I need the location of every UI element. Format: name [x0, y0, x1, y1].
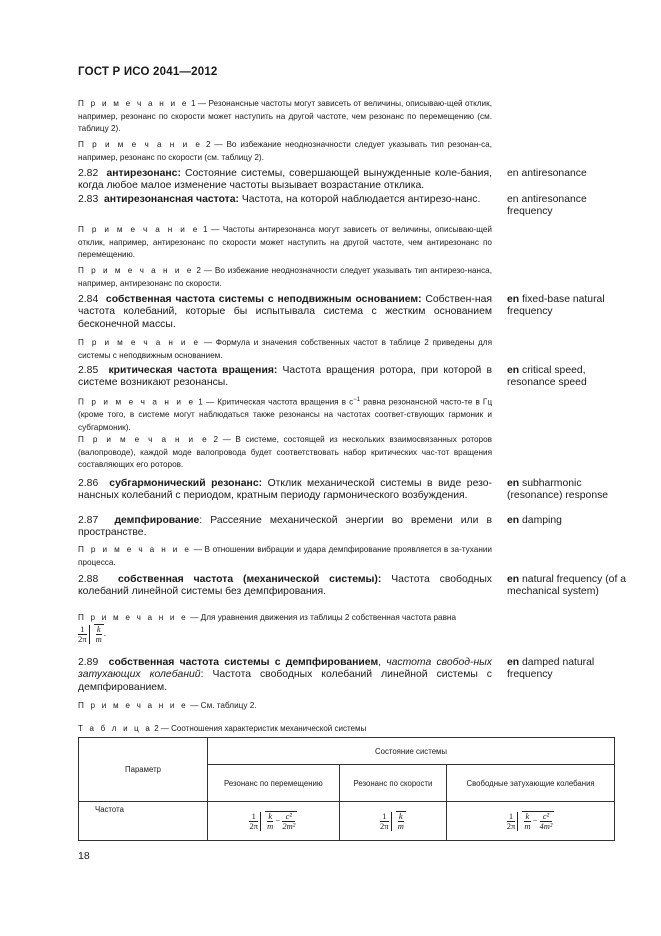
formula-velocity: $\frac{1}{2\pi}$ $\frac{k}{m}$	[339, 802, 446, 841]
term-2-82: 2.82 антирезонанс: Состояние системы, совершающей вынужденные коле-бания, когда любое малое изменение частоты вызывает возрастание отклика.	[78, 168, 492, 192]
note-critical-speed-2: П р и м е ч а н и е 2 — В системе, состоящей из нескольких взаимосвязанных роторов (валопроводе), каждой моде валопровода будет соответствовать набор критических час-тот вращения составляющих его роторов.	[78, 435, 492, 470]
term-2-89: 2.89 собственная частота системы с демпфированием, частота свобод-ных затухающих колебаний: Частота свободных колебаний линейной системы с демпфированием.	[78, 657, 492, 693]
term-2-86: 2.86 субгармонический резонанс: Отклик механической системы в виде резо-нансных колебаний с периодом, кратным периоду гармонического возбуждения.	[78, 478, 492, 502]
col-displacement: Резонанс по перемещению	[208, 765, 340, 802]
note-antiresonance-2: П р и м е ч а н и е 2 — Во избежание неоднозначности следует указывать тип антирезо-нанса, например, антирезонанс по скорости.	[78, 266, 492, 288]
en-2-89: en damped natural frequency	[507, 657, 595, 681]
en-2-86: en subharmonic (resonance) response	[507, 478, 609, 502]
row-frequency-label: Частота	[79, 802, 208, 841]
note-damping: П р и м е ч а н и е — В отношении вибрации и удара демпфирование проявляется в за-тухании процесса.	[78, 545, 492, 567]
table-2	[78, 737, 615, 841]
note-see-table: П р и м е ч а н и е — См. таблицу 2.	[78, 701, 257, 710]
term-2-88: 2.88 собственная частота (механической системы): Частота свободных колебаний линейной системы без демпфирования.	[78, 574, 492, 598]
natural-frequency-formula: $\frac{1}{2\pi}$ $\frac{k}{m}$ .	[78, 623, 106, 644]
col-damped: Свободные затухающие колебания	[447, 765, 615, 802]
term-2-84: 2.84 собственная частота системы с неподвижным основанием: Собствен-ная частота колебаний, которые бы испытывала система с жестким основанием бесконечной массы.	[78, 294, 492, 330]
note-antiresonance-1: П р и м е ч а н и е 1 — Частоты антирезонанса могут зависеть от величины, описываю-щей отклик, например, антирезонанс по скорости может наступить на другой частоте, чем антирезонанс по перемещению.	[78, 225, 492, 260]
term-2-85: 2.85 критическая частота вращения: Частота вращения ротора, при которой в системе возникают резонансы.	[78, 365, 492, 389]
note-fixed-base: П р и м е ч а н и е — Формула и значения собственных частот в таблице 2 приведены для системы с неподвижным основанием.	[78, 338, 493, 360]
term-2-83: 2.83 антирезонансная частота: Частота, на которой наблюдается антирезо-нанс.	[78, 194, 481, 205]
en-2-82: en antiresonance	[507, 168, 587, 179]
en-2-88: en natural frequency (of a mechanical system)	[507, 574, 626, 598]
formula-damped: $\frac{1}{2\pi}$ $\frac{k}{m}$ − $\frac{\text{c²}}{\text{4m²}}$	[447, 802, 615, 841]
note-resonance-2: П р и м е ч а н и е 2 — Во избежание неоднозначности следует указывать тип резонан-са, например, резонанс по скорости (см. таблицу 2).	[78, 140, 492, 162]
en-2-83: en antiresonance frequency	[507, 194, 587, 218]
note-natural-frequency: П р и м е ч а н и е — Для уравнения движения из таблицы 2 собственная частота равна	[78, 613, 456, 622]
term-2-87: 2.87 демпфирование: Рассеяние механической энергии во времени или в пространстве.	[78, 515, 492, 539]
param-header: Параметр	[79, 738, 208, 802]
table-caption: Т а б л и ц а 2 — Соотношения характеристик механической системы	[78, 724, 367, 733]
formula-displacement: $\frac{1}{2\pi}$ $\frac{k}{m}$ − $\frac{\text{c²}}{\text{2m²}}$	[208, 802, 340, 841]
en-2-84: en fixed-base natural frequency	[507, 294, 605, 318]
en-2-87: en damping	[507, 515, 562, 526]
note-critical-speed-1: П р и м е ч а н и е 1 — Критическая частота вращения в $с^{-1}$ равна резонансной часто-те в Гц (кроме того, в системе могут наблюдаться также резонансы на частотах соответ-ствующих гармоник и субгармоник).	[78, 397, 493, 432]
page-number: 18	[78, 850, 90, 862]
page-header: ГОСТ Р ИСО 2041—2012	[78, 66, 218, 78]
col-velocity: Резонанс по скорости	[339, 765, 446, 802]
note-resonance-1: П р и м е ч а н и е 1 — Резонансные частоты могут зависеть от величины, описываю-щей отклик, например, резонанс по скорости может наступить на другой частоте, чем резонанс по перемещению (см. таблицу 2).	[78, 99, 492, 134]
state-header: Состояние системы	[208, 738, 615, 765]
en-2-85: en critical speed, resonance speed	[507, 365, 587, 389]
